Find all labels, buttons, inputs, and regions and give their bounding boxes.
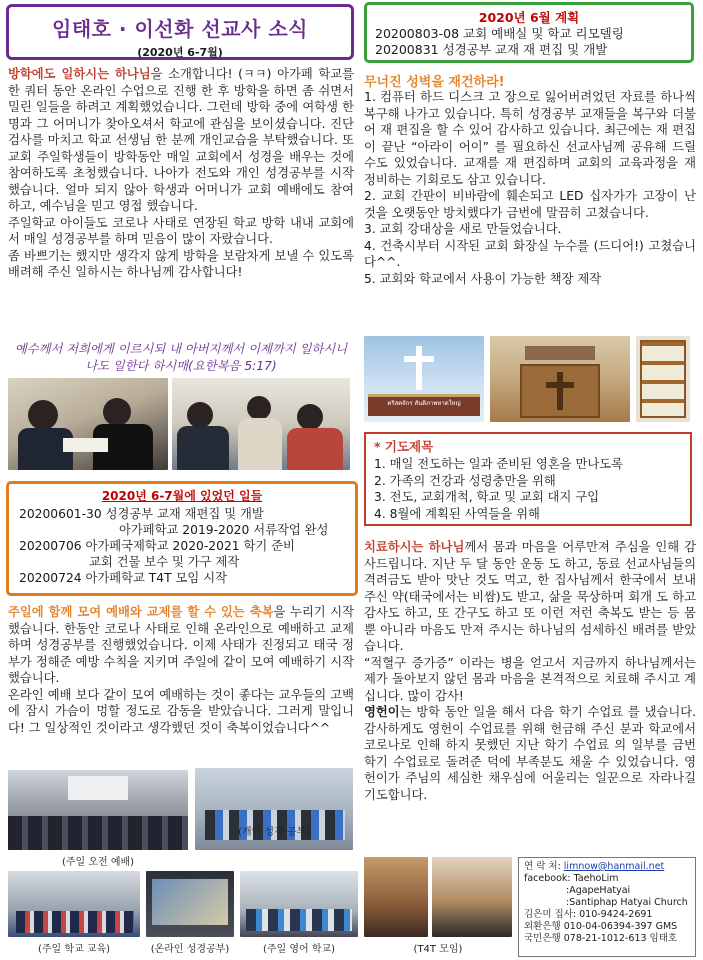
contact-bank-2: 국민은행 078-21-1012-613 임태호: [524, 933, 678, 944]
newsletter-title-box: [6, 4, 354, 60]
sunday-highlight: 주일에 함께 모여 예배와 교제를 할 수 있는 축복: [8, 605, 274, 619]
healing-paragraph-2: “적혈구 증가증” 이라는 병을 얻고서 지금까지 하나님께서는 제가 돌아보지 않던 몸과 마음을 본격적으로 치료해 주시고 계십니다. 많이 감사!: [364, 655, 696, 703]
caption-sunday-school: (주일 학교 교육): [37, 944, 111, 955]
bible-study-photo: [172, 378, 350, 470]
sunday-text: 을 누리기 시작했습니다. 한동안 코로나 사태로 인해 온라인으로 예배하고 교제하며 성경공부를 진행했었습니다. 이제 사태가 진정되고 태국 정부가 정해준 예방 수칙을 지키며 주일에 같이 모여 예배하기 시작했습니다.: [8, 605, 354, 685]
t4t-photo-2: [432, 857, 512, 937]
plan-line: 20200831 성경공부 교재 재 편집 및 개발: [375, 42, 608, 57]
rebuild-list: [364, 89, 696, 287]
plan-box: [364, 2, 694, 63]
event-line: 교회 건물 보수 및 가구 제작: [89, 555, 240, 569]
church-sign-photo: [364, 336, 484, 422]
pulpit-photo: [490, 336, 630, 422]
sunday-paragraph-2: 온라인 예배 보다 같이 모여 예배하는 것이 좋다는 교우들의 고백에 잠시 가슴이 멍할 정도로 감동을 받았습니다. 그러게 말입니다! 그 일상적인 것이라고 생각했던 것이 축복이었습니다^^: [8, 687, 354, 735]
rebuild-item: 3. 교회 강대상을 새로 만들었습니다.: [364, 222, 562, 236]
sunday-section: [8, 604, 354, 736]
prayer-item: 4. 8월에 계획된 사역들을 위해: [374, 506, 540, 521]
healing-highlight-2: 영헌이: [364, 705, 400, 719]
event-line: 아가페학교 2019-2020 서류작업 완성: [119, 523, 329, 537]
english-school-photo: [240, 871, 358, 937]
contact-box: [518, 857, 696, 957]
past-events-title: 2020년 6-7월에 있었던 일들: [101, 489, 263, 503]
email-link[interactable]: limnow@hanmail.net: [563, 861, 665, 872]
church-sign-text: คริสตจักร สันติภาพหาดใหญ่: [387, 400, 461, 407]
contact-label: 연 락 처:: [524, 861, 564, 872]
intro-text: 을 소개합니다! (ㅋㅋ) 아가페 학교를 한 쿼터 동안 온라인 수업으로 진행 한 후 방학을 하면 좀 쉬면서 밀린 일들을 하려고 계획했었습니다. 그런데 방학 중에 여학생 한 명과 그 어머니가 찾아오셔서 학교에 관심을 보이셨습니다. 진단검사를 마치고 학교 선생님 한 분께 개인교습을 부탁했습니다. 또 교회 주일학생들이 방학동안 매일 교회에서 성경을 배우는 것에 참여하도록 초청했습니다. 나아가 전도와 개인 성경공부를 시작했습니다. 얼마 되지 않아 학생과 어머니가 교회 예배에도 참여 하고, 예수님을 믿고 영접 했습니다.: [8, 67, 354, 213]
event-line: 20200724 아가페학교 T4T 모임 시작: [19, 571, 227, 585]
healing-text: 께서 몸과 마음을 어루만져 주심을 인해 감사드립니다. 지난 두 달 동안 운동 도 하고, 동료 선교사님들의 격려금도 받아 맛난 것도 먹고, 한 집사님께서 한국에서 보내 주신 약(태국에서는 비쌈)도 받고, 삶을 묵상하며 회개 도 하고 감사도 하고, 또 간구도 하고 또 이런 저런 축복도 받는 등 몸 뿐 아니라 마음도 만져 주시는 하나님의 섬세하신 배려를 받았습니다.: [364, 540, 696, 653]
bible-verse: 예수께서 저희에게 이르시되 내 아버지께서 이제까지 일하시니 나도 일한다 하시매(요한복음 5:17): [14, 342, 348, 373]
healing-paragraph-3: [364, 704, 696, 803]
intro-highlight: 방학에도 일하시는 하나님: [8, 67, 151, 81]
prayer-item: 2. 가족의 건강과 성령충만을 위해: [374, 473, 556, 488]
intro-paragraph: [8, 66, 354, 215]
prayer-box: [364, 432, 692, 526]
sunday-worship-photo: [8, 770, 188, 850]
contact-facebook: facebook: TaehoLim: [524, 873, 619, 884]
prayer-item: 1. 매일 전도하는 일과 준비된 영혼을 만나도록: [374, 457, 624, 471]
prayer-title: * 기도제목: [374, 439, 434, 454]
newsletter-subtitle: (2020년 6-7월): [137, 46, 223, 59]
tutoring-photo: [8, 378, 168, 470]
caption-t4t: (T4T 모임): [413, 944, 463, 955]
intro-paragraph-3: 좀 바쁘기는 했지만 생각지 않게 방학을 보람차게 보낼 수 있도록 배려해 주신 일하시는 하나님께 감사합니다!: [8, 248, 354, 279]
event-line: 20200706 아가페국제학교 2020-2021 학기 준비: [19, 539, 295, 553]
intro-section: [8, 66, 354, 281]
caption-personal-study: (개인 성경 공부): [237, 827, 311, 838]
newsletter-title: 임태호 · 이선화 선교사 소식: [52, 17, 308, 41]
caption-online-study: (온라인 성경공부): [150, 944, 230, 955]
caption-english-school: (주일 영어 학교): [262, 944, 336, 955]
plan-line: 20200803-08 교회 예배실 및 학교 리모델링: [375, 26, 624, 41]
rebuild-heading: 무너진 성벽을 재건하라!: [364, 75, 505, 90]
contact-email-line: [524, 861, 690, 873]
sunday-school-photo: [8, 871, 140, 937]
past-events-box: [6, 481, 358, 596]
event-line: 20200601-30 성경공부 교재 재편집 및 개발: [19, 507, 264, 521]
healing-paragraph: [364, 539, 696, 655]
rebuild-item: 2. 교회 간판이 비바람에 훼손되고 LED 십자가가 고장이 난 것을 오랫동안 방치했다가 금번에 말끔히 고쳤습니다.: [364, 189, 696, 220]
rebuild-item: 5. 교회와 학교에서 사용이 가능한 책장 제작: [364, 271, 602, 286]
healing-section: [364, 539, 696, 803]
prayer-item: 3. 전도, 교회개척, 학교 및 교회 대지 구입: [374, 490, 600, 504]
healing-text-3: 는 방학 동안 일을 해서 다음 학기 수업료 를 냈습니다. 감사하게도 영헌이 수업료를 위해 헌금해 주신 분과 학교에서 코로나로 인해 하지 못했던 지난 학기 수업료 의 일부를 금번 학기 수업료로 돌려준 덕에 부족분도 채울 수 있었습니다. 영헌이가 주님의 세심한 채우심에 어울리는 일꾼으로 자라나길 기도합니다.: [364, 705, 696, 802]
contact-bank-1: 외환은행 010-04-06394-397 GMS: [524, 921, 678, 932]
online-study-photo: [146, 871, 234, 937]
caption-sunday-worship: (주일 오전 예배): [61, 857, 135, 868]
plan-title: 2020년 6월 계획: [478, 10, 580, 25]
rebuild-item: 4. 건축시부터 시작된 교회 화장실 누수를 (드디어!) 고쳤습니다^^.: [364, 238, 696, 269]
bookshelf-photo: [636, 336, 690, 422]
healing-highlight: 치료하시는 하나님: [364, 540, 465, 554]
t4t-photo-1: [364, 857, 428, 937]
contact-facebook-2: :AgapeHatyai: [566, 885, 631, 896]
intro-paragraph-2: 주일학교 아이들도 코로나 사태로 연장된 학교 방학 내내 교회에서 매일 성경공부를 하며 믿음이 많이 자랐습니다.: [8, 215, 354, 246]
sunday-paragraph: [8, 604, 354, 687]
contact-facebook-3: :Santiphap Hatyai Church: [566, 897, 688, 908]
contact-phone: 김은미 집사: 010-9424-2691: [524, 909, 653, 920]
rebuild-item: 1. 컴퓨터 하드 디스크 고 장으로 잃어버려었던 자료를 하나씩 복구해 나가고 있습니다. 특히 성경공부 교재들을 복구와 더불어 재 편집을 할 수 있어 감사하고 있습니다. 최근에는 재 편집이 끝난 “아라이 어이” 를 필요하신 선교사님께 공유해 드릴 수도 있었습니다. 교재를 재 편집하며 교회의 교육과정을 재 정비하는 기회로도 삼고 있습니다.: [364, 90, 696, 187]
